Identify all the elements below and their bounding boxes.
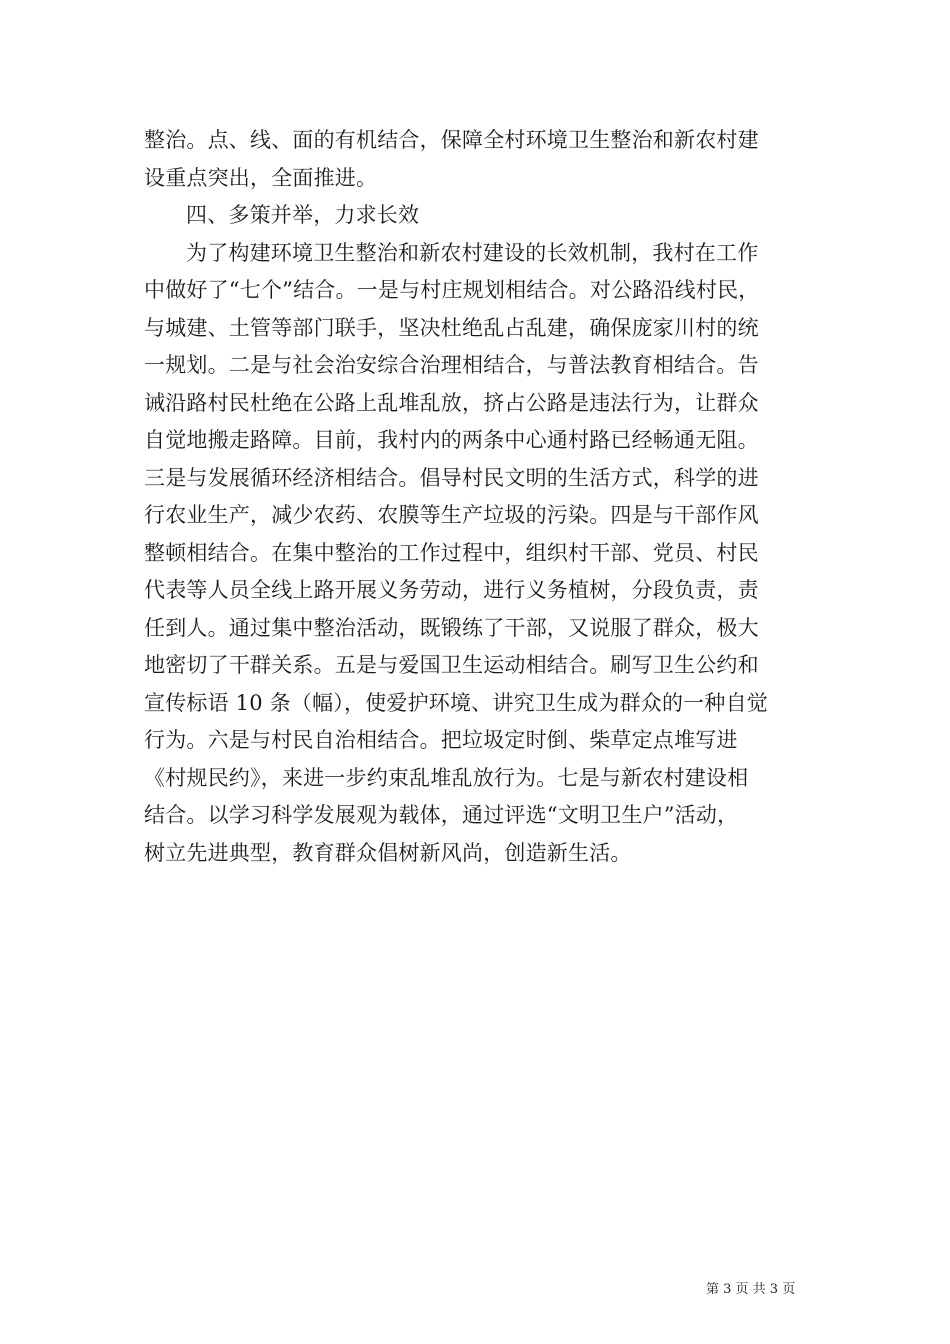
text-line: 为了构建环境卫生整治和新农村建设的长效机制，我村在工作: [186, 240, 759, 265]
text-line: 整顿相结合。在集中整治的工作过程中，组织村干部、党员、村民: [144, 540, 759, 565]
text-line: 代表等人员全线上路开展义务劳动，进行义务植树，分段负责，责: [144, 578, 759, 602]
section-heading: 四、多策并举，力求长效: [186, 203, 420, 227]
page-number-footer: 第 3 页 共 3 页: [706, 1282, 796, 1297]
text-line: 宣传标语 10 条（幅），使爱护环境、讲究卫生成为群众的一种自觉: [144, 690, 768, 715]
text-line: 结合。以学习科学发展观为载体，通过评选“文明卫生户”活动，: [144, 803, 739, 827]
text-line: 一规划。二是与社会治安综合治理相结合，与普法教育相结合。告: [144, 353, 759, 377]
text-line: 树立先进典型，教育群众倡树新风尚，创造新生活。: [144, 840, 632, 865]
text-line: 诫沿路村民杜绝在公路上乱堆乱放，挤占公路是违法行为，让群众: [144, 390, 759, 415]
text-line: 与城建、土管等部门联手，坚决杜绝乱占乱建，确保庞家川村的统: [144, 315, 759, 340]
text-line: 地密切了干群关系。五是与爱国卫生运动相结合。刷写卫生公约和: [144, 653, 759, 677]
text-line: 行为。六是与村民自治相结合。把垃圾定时倒、柴草定点堆写进: [144, 728, 738, 752]
text-line: 自觉地搬走路障。目前，我村内的两条中心通村路已经畅通无阻。: [144, 428, 759, 452]
document-body: [144, 122, 808, 872]
text-line: 《村规民约》，来进一步约束乱堆乱放行为。七是与新农村建设相: [144, 765, 749, 790]
text-line: 任到人。通过集中整治活动，既锻练了干部，又说服了群众，极大: [144, 615, 759, 640]
text-line: 设重点突出，全面推进。: [144, 165, 378, 190]
text-line: 行农业生产，减少农药、农膜等生产垃圾的污染。四是与干部作风: [144, 503, 759, 527]
text-line: 整治。点、线、面的有机结合，保障全村环境卫生整治和新农村建: [144, 128, 759, 152]
text-line: 中做好了“七个”结合。一是与村庄规划相结合。对公路沿线村民，: [144, 278, 760, 302]
text-line: 三是与发展循环经济相结合。倡导村民文明的生活方式，科学的进: [144, 465, 759, 490]
